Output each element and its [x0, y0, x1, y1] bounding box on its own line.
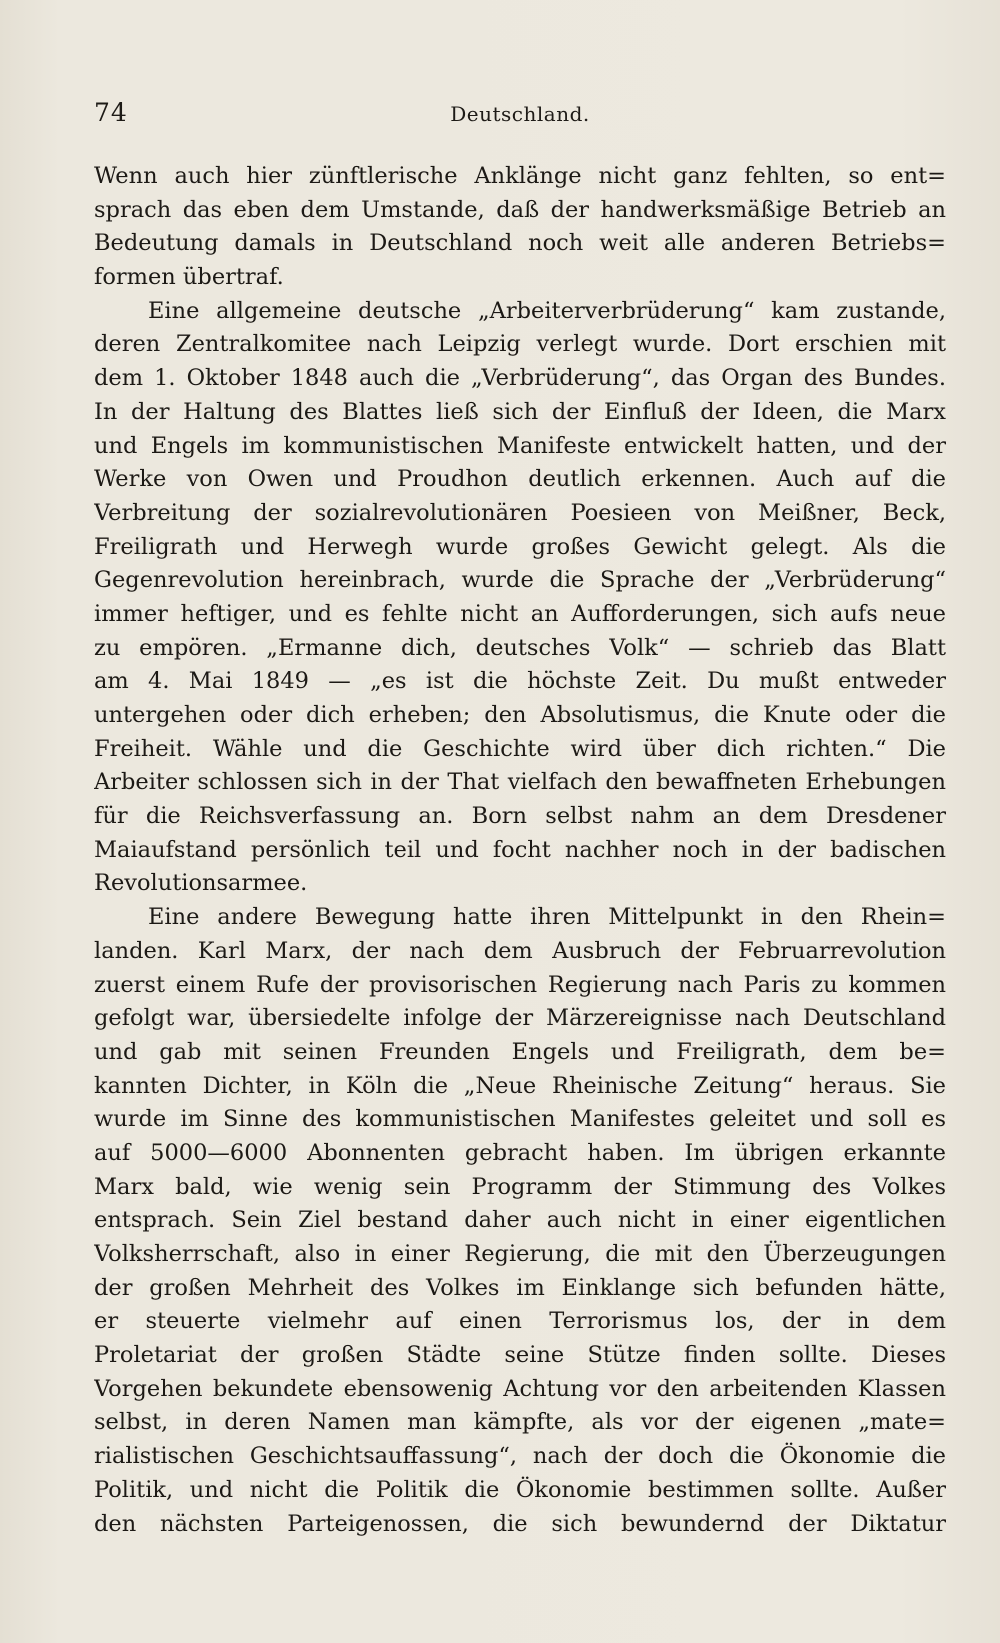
text-line: Revolutionsarmee. [94, 870, 308, 897]
text-line: Politik, und nicht die Politik die Ökonomie bestimmen sollte. Außer [94, 1476, 946, 1503]
text-line: auf 5000—6000 Abonnenten gebracht haben. Im übrigen erkannte [94, 1139, 946, 1166]
text-line: Wenn auch hier zünftlerische Anklänge nicht ganz fehlten, so ent= [94, 163, 946, 189]
page-number: 74 [94, 98, 128, 127]
text-line: Maiaufstand persönlich teil und focht nachher noch in der badischen [94, 836, 946, 863]
text-line: Freiligrath und Herwegh wurde großes Gewicht gelegt. Als die [94, 533, 946, 560]
text-line: Proletariat der großen Städte seine Stütze finden sollte. Dieses [94, 1342, 946, 1369]
text-line: gefolgt war, übersiedelte infolge der Märzereignisse nach Deutschland [94, 1005, 946, 1032]
text-line: er steuerte vielmehr auf einen Terrorismus los, der in dem [94, 1308, 946, 1335]
text-line: selbst, in deren Namen man kämpfte, als vor der eigenen „mate= [94, 1409, 946, 1436]
text-line: Bedeutung damals in Deutschland noch weit alle anderen Betriebs= [94, 230, 946, 257]
text-line: untergehen oder dich erheben; den Absolutismus, die Knute oder die [94, 702, 946, 728]
text-line: am 4. Mai 1849 — „es ist die höchste Zeit. Du mußt entweder [94, 668, 946, 695]
text-line: Vorgehen bekundete ebensowenig Achtung vor den arbeitenden Klassen [94, 1375, 946, 1402]
body-text [94, 160, 946, 1541]
text-line: immer heftiger, und es fehlte nicht an Aufforderungen, sich aufs neue [94, 600, 946, 627]
text-line: für die Reichsverfassung an. Born selbst nahm an dem Dresdener [94, 803, 946, 830]
page-header [94, 98, 946, 138]
text-line: Eine andere Bewegung hatte ihren Mittelpunkt in den Rhein= [148, 904, 946, 931]
text-line: Volksherrschaft, also in einer Regierung, die mit den Überzeugungen [94, 1241, 946, 1267]
text-line: zu empören. „Ermanne dich, deutsches Volk“ — schrieb das Blatt [94, 634, 946, 661]
running-head: Deutschland. [450, 102, 590, 126]
text-line: der großen Mehrheit des Volkes im Einklange sich befunden hätte, [94, 1274, 946, 1301]
text-line: zuerst einem Rufe der provisorischen Regierung nach Paris zu kommen [94, 971, 946, 998]
text-line: In der Haltung des Blattes ließ sich der Einfluß der Ideen, die Marx [94, 398, 946, 425]
text-line: Werke von Owen und Proudhon deutlich erkennen. Auch auf die [94, 466, 946, 493]
text-line: entsprach. Sein Ziel bestand daher auch nicht in einer eigentlichen [94, 1207, 946, 1234]
text-line: Freiheit. Wähle und die Geschichte wird über dich richten.“ Die [94, 735, 946, 762]
text-line: und gab mit seinen Freunden Engels und Freiligrath, dem be= [94, 1038, 946, 1065]
text-line: sprach das eben dem Umstande, daß der handwerksmäßige Betrieb an [94, 196, 946, 223]
text-line: kannten Dichter, in Köln die „Neue Rheinische Zeitung“ heraus. Sie [94, 1072, 946, 1099]
text-line: landen. Karl Marx, der nach dem Ausbruch der Februarrevolution [94, 937, 946, 964]
text-line: Arbeiter schlossen sich in der That vielfach den bewaffneten Erhebungen [94, 769, 946, 796]
text-line: den nächsten Parteigenossen, die sich bewundernd der Diktatur [94, 1510, 946, 1537]
text-line: und Engels im kommunistischen Manifeste entwickelt hatten, und der [94, 432, 946, 459]
text-line: Verbreitung der sozialrevolutionären Poesieen von Meißner, Beck, [94, 499, 946, 526]
text-line: wurde im Sinne des kommunistischen Manifestes geleitet und soll es [94, 1106, 946, 1133]
text-line: deren Zentralkomitee nach Leipzig verlegt wurde. Dort erschien mit [94, 331, 946, 358]
text-line: formen übertraf. [94, 264, 284, 291]
text-line: Eine allgemeine deutsche „Arbeiterverbrüderung“ kam zustande, [148, 297, 946, 324]
text-line: rialistischen Geschichtsauffassung“, nach der doch die Ökonomie die [94, 1443, 946, 1470]
text-line: dem 1. Oktober 1848 auch die „Verbrüderung“, das Organ des Bundes. [94, 365, 946, 392]
text-line: Marx bald, wie wenig sein Programm der Stimmung des Volkes [94, 1173, 946, 1200]
text-line: Gegenrevolution hereinbrach, wurde die Sprache der „Verbrüderung“ [94, 567, 946, 594]
